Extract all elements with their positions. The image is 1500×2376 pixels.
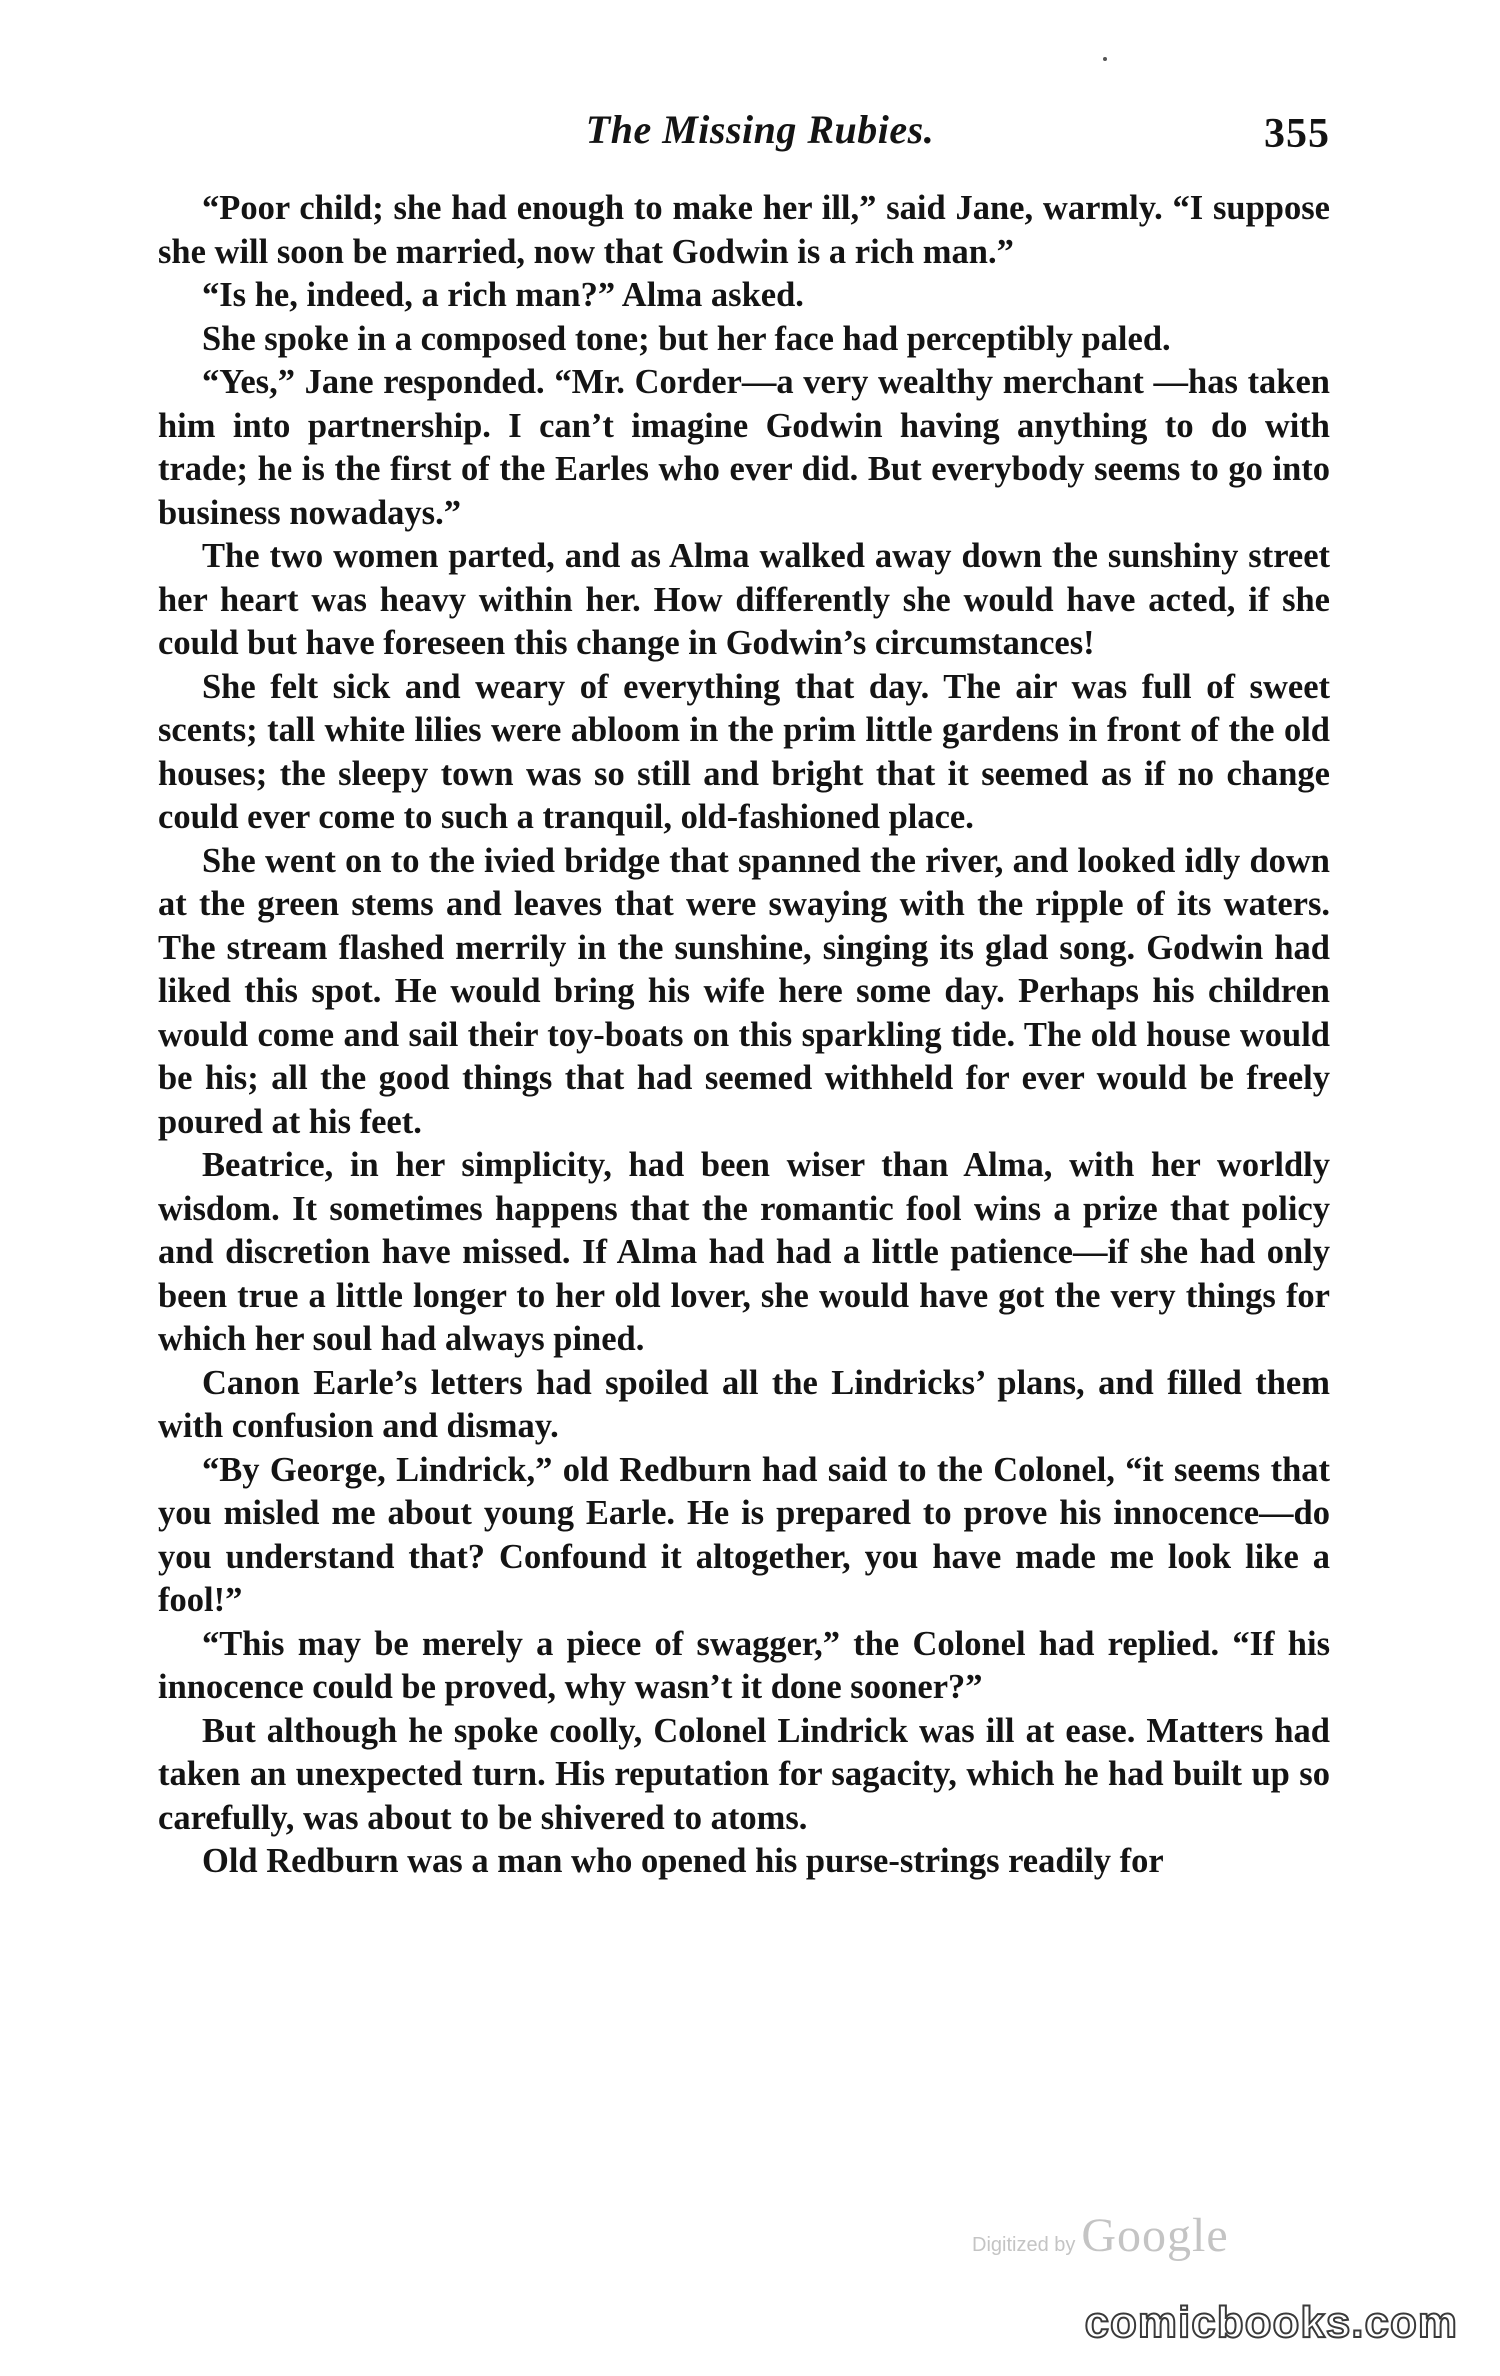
google-logo-text: Google [1081,2209,1229,2262]
paragraph: Old Redburn was a man who opened his purse-strings readily for [202,1842,1164,1880]
paragraph: “Poor child; she had enough to make her ill,” said Jane, warmly. “I suppose she will soon be married, now that Godwin is a rich man.” [158,189,1330,271]
paragraph: “By George, Lindrick,” old Redburn had said to the Colonel, “it seems that you misled me about young Earle. He is prepared to prove his innocence—do you understand that? Confound it altogether, you have made me look like a fool!” [158,1450,1330,1619]
paragraph: Beatrice, in her simplicity, had been wiser than Alma, with her worldly wisdom. It sometimes happens that the romantic fool wins a prize that policy and discretion have missed. If Alma had had a little patience—if she had only been true a little longer to her old lover, she would have got the very things for which her soul had always pined. [158,1146,1330,1358]
running-head [190,106,1330,166]
paragraph: But although he spoke coolly, Colonel Lindrick was ill at ease. Matters had taken an unexpected turn. His reputation for sagacity, which he had built up so carefully, was about to be shivered to atoms. [158,1711,1330,1837]
page-number: 355 [1264,111,1330,157]
print-speck [1103,57,1107,61]
paragraph: “Is he, indeed, a rich man?” Alma asked. [202,276,804,314]
body-text [158,187,1330,1884]
site-watermark: comicbooks.com [1084,2298,1458,2347]
running-title: The Missing Rubies. [585,107,935,152]
paragraph: She spoke in a composed tone; but her face had perceptibly paled. [202,319,1171,358]
paragraph: She went on to the ivied bridge that spanned the river, and looked idly down at the green stems and leaves that were swaying with the ripple of its waters. The stream flashed merrily in the sunshine, singing its glad song. Godwin had liked this spot. He would bring his wife here some day. Perhaps his children would come and sail their toy-boats on this sparkling tide. The old house would be his; all the good things that had seemed withheld for ever would be freely poured at his feet. [158,841,1330,1141]
paragraph: “This may be merely a piece of swagger,” the Colonel had replied. “If his innocence could be proved, why wasn’t it done sooner?” [158,1624,1330,1706]
paragraph: Canon Earle’s letters had spoiled all the Lindricks’ plans, and filled them with confusion and dismay. [158,1363,1330,1445]
paragraph: “Yes,” Jane responded. “Mr. Corder—a very wealthy merchant —has taken him into partnership. I can’t imagine Godwin having anything to do with trade; he is the first of the Earles who ever did. But everybody seems to go into business nowadays.” [158,363,1330,532]
digitized-prefix: Digitized by [972,2234,1076,2256]
paragraph: The two women parted, and as Alma walked away down the sunshiny street her heart was heavy within her. How differently she would have acted, if she could but have foreseen this change in Godwin’s circumstances! [158,537,1330,662]
google-digitized-watermark [972,2208,1229,2263]
paragraph: She felt sick and weary of everything that day. The air was full of sweet scents; tall white lilies were abloom in the prim little gardens in front of the old houses; the sleepy town was so still and bright that it seemed as if no change could ever come to such a tranquil, old-fashioned place. [158,667,1330,836]
